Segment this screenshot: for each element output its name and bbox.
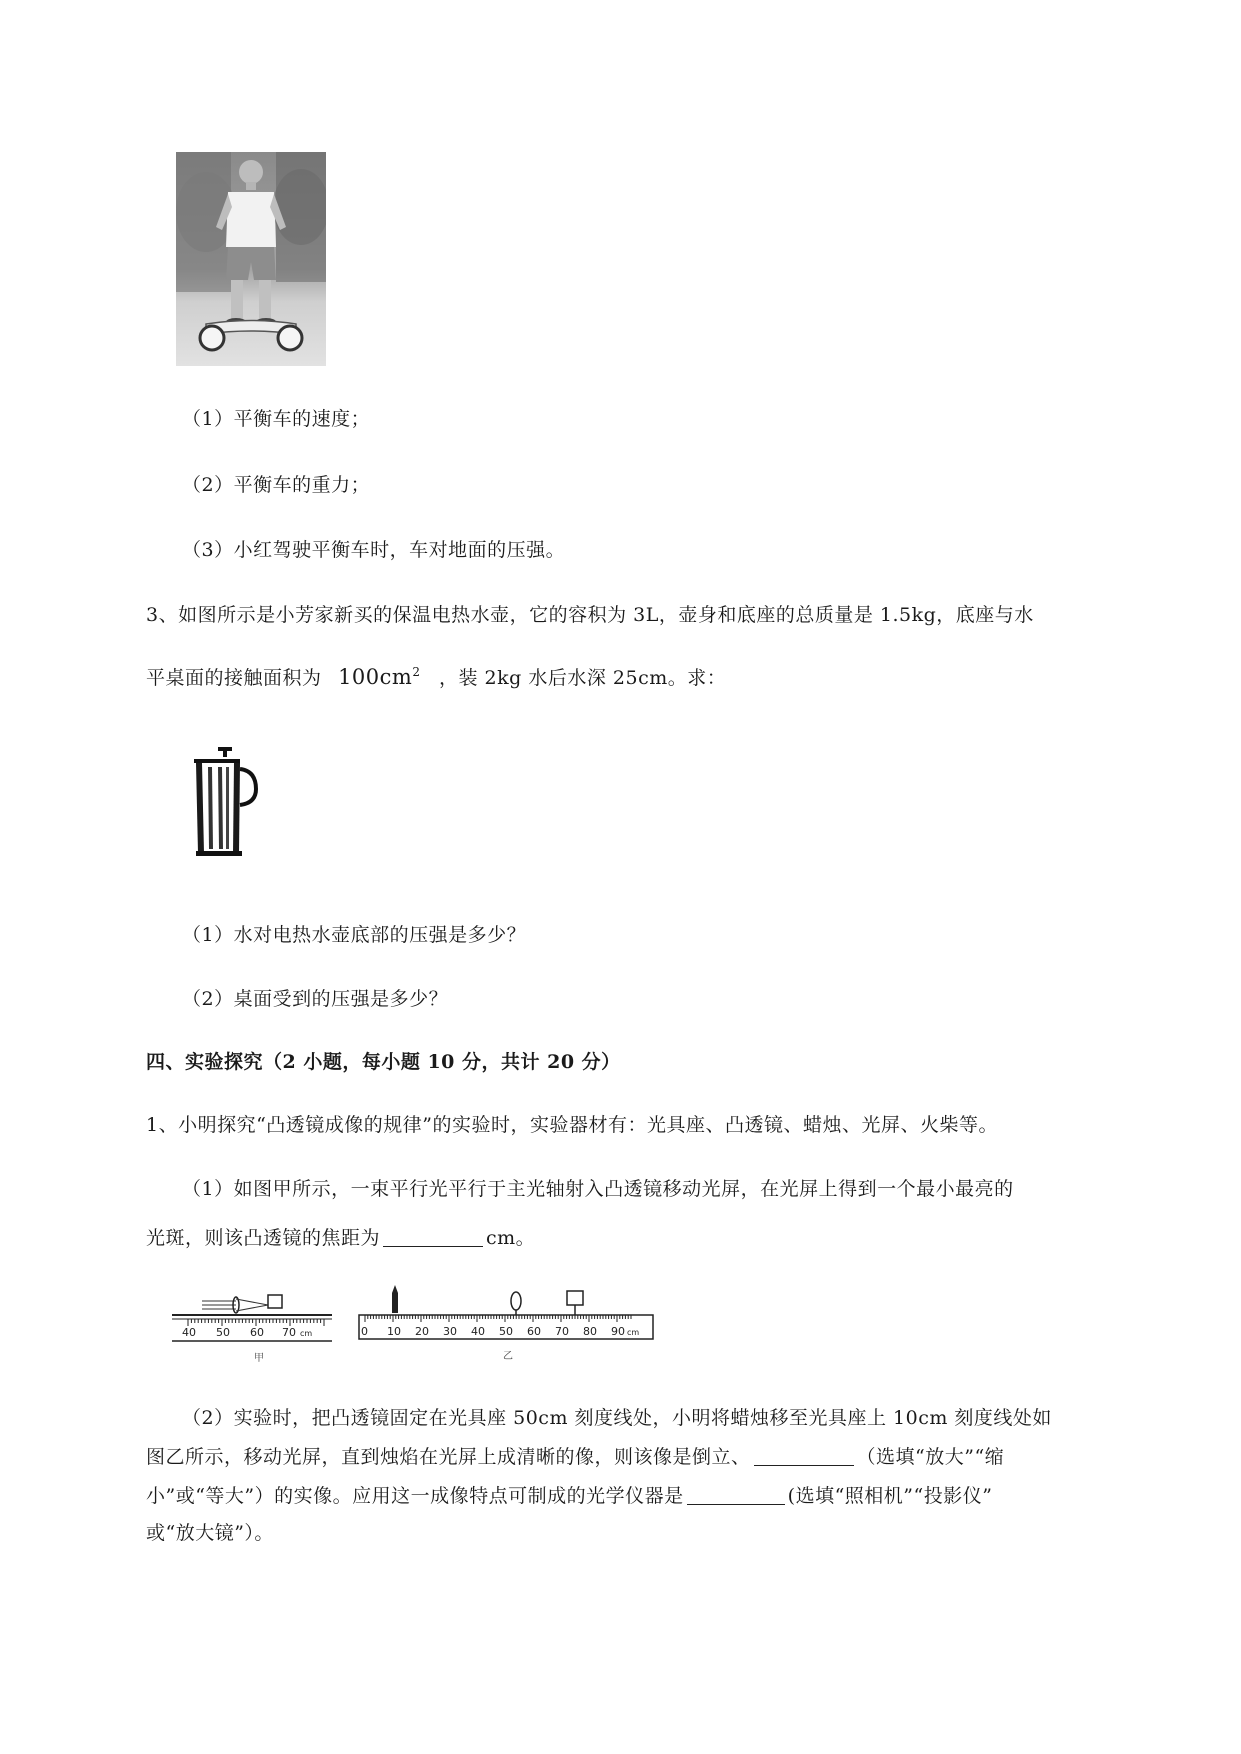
exp1-intro: 1、小明探究“凸透镜成像的规律”的实验时，实验器材有：光具座、凸透镜、蜡烛、光屏、火柴等。 bbox=[146, 1114, 999, 1136]
q2-sub-2: （2）平衡车的重力； bbox=[182, 474, 371, 496]
focal-length-blank[interactable] bbox=[383, 1228, 483, 1247]
exp1-part2-line-3-start: 小”或“等大”）的实像。应用这一成像特点可制成的光学仪器是 bbox=[146, 1485, 684, 1507]
q3-line-2-end: ，装 2kg 水后水深 25cm。求： bbox=[439, 667, 727, 689]
exp1-part1-unit: cm。 bbox=[486, 1227, 536, 1249]
exp1-part2-line-4: 或“放大镜”）。 bbox=[146, 1522, 274, 1544]
figure-jia-diagram bbox=[172, 1283, 332, 1365]
q3-line-2 bbox=[146, 666, 726, 688]
balance-car-illustration bbox=[176, 152, 326, 366]
q3-sub-2: （2）桌面受到的压强是多少？ bbox=[182, 988, 449, 1010]
yi-tick-label: 50 bbox=[499, 1325, 513, 1338]
exp1-part2-line-1: （2）实验时，把凸透镜固定在光具座 50cm 刻度线处，小明将蜡烛移至光具座上 10cm 刻度线处如 bbox=[182, 1407, 1052, 1429]
yi-tick-label: 10 bbox=[387, 1325, 401, 1338]
yi-tick-label: 40 bbox=[471, 1325, 485, 1338]
figure-jia bbox=[172, 1283, 332, 1369]
section-4-heading: 四、实验探究（2 小题，每小题 10 分，共计 20 分） bbox=[146, 1051, 621, 1073]
jia-unit: cm bbox=[300, 1329, 313, 1338]
figure-yi bbox=[357, 1283, 657, 1369]
yi-unit: cm bbox=[627, 1328, 640, 1337]
kettle-illustration bbox=[190, 745, 270, 860]
jia-tick-label: 60 bbox=[250, 1326, 264, 1339]
jia-caption: 甲 bbox=[254, 1353, 264, 1364]
yi-tick-label: 90 bbox=[611, 1325, 625, 1338]
q3-area-number: 100cm bbox=[338, 665, 413, 689]
yi-tick-label: 80 bbox=[583, 1325, 597, 1338]
exp1-part2-line-2 bbox=[146, 1447, 1004, 1467]
q3-line-2-start: 平桌面的接触面积为 bbox=[146, 667, 322, 689]
q3-area-value bbox=[338, 665, 420, 689]
figure-yi-diagram bbox=[357, 1283, 657, 1365]
exp1-part1-line-2 bbox=[146, 1228, 535, 1248]
exp1-part2-line-3-end: (选填“照相机”“投影仪” bbox=[787, 1485, 993, 1507]
exp1-part2-line-2-end: （选填“放大”“缩 bbox=[856, 1446, 1005, 1468]
yi-caption: 乙 bbox=[503, 1351, 513, 1362]
optical-instrument-blank[interactable] bbox=[687, 1486, 785, 1505]
yi-tick-label: 70 bbox=[555, 1325, 569, 1338]
q2-sub-3: （3）小红驾驶平衡车时，车对地面的压强。 bbox=[182, 539, 566, 561]
balance-car-photo bbox=[176, 152, 326, 366]
jia-tick-label: 50 bbox=[216, 1326, 230, 1339]
yi-tick-label: 30 bbox=[443, 1325, 457, 1338]
yi-tick-label: 20 bbox=[415, 1325, 429, 1338]
jia-tick-label: 70 bbox=[282, 1326, 296, 1339]
exp1-part2-line-2-start: 图乙所示，移动光屏，直到烛焰在光屏上成清晰的像，则该像是倒立、 bbox=[146, 1446, 751, 1468]
exp1-part1-line-1: （1）如图甲所示，一束平行光平行于主光轴射入凸透镜移动光屏，在光屏上得到一个最小最亮的 bbox=[182, 1178, 1014, 1200]
q3-sub-1: （1）水对电热水壶底部的压强是多少？ bbox=[182, 924, 527, 946]
exp1-part2-line-3 bbox=[146, 1486, 992, 1506]
image-size-blank[interactable] bbox=[754, 1447, 854, 1466]
q3-area-exponent: 2 bbox=[412, 665, 421, 679]
q3-line-1: 3、如图所示是小芳家新买的保温电热水壶，它的容积为 3L，壶身和底座的总质量是 1.5kg，底座与水 bbox=[146, 604, 1034, 626]
exp1-part1-line-2-start: 光斑，则该凸透镜的焦距为 bbox=[146, 1227, 381, 1249]
kettle-figure bbox=[190, 745, 270, 864]
jia-tick-label: 40 bbox=[182, 1326, 196, 1339]
q2-sub-1: （1）平衡车的速度； bbox=[182, 408, 371, 430]
yi-tick-label: 60 bbox=[527, 1325, 541, 1338]
yi-tick-label: 0 bbox=[361, 1325, 368, 1338]
